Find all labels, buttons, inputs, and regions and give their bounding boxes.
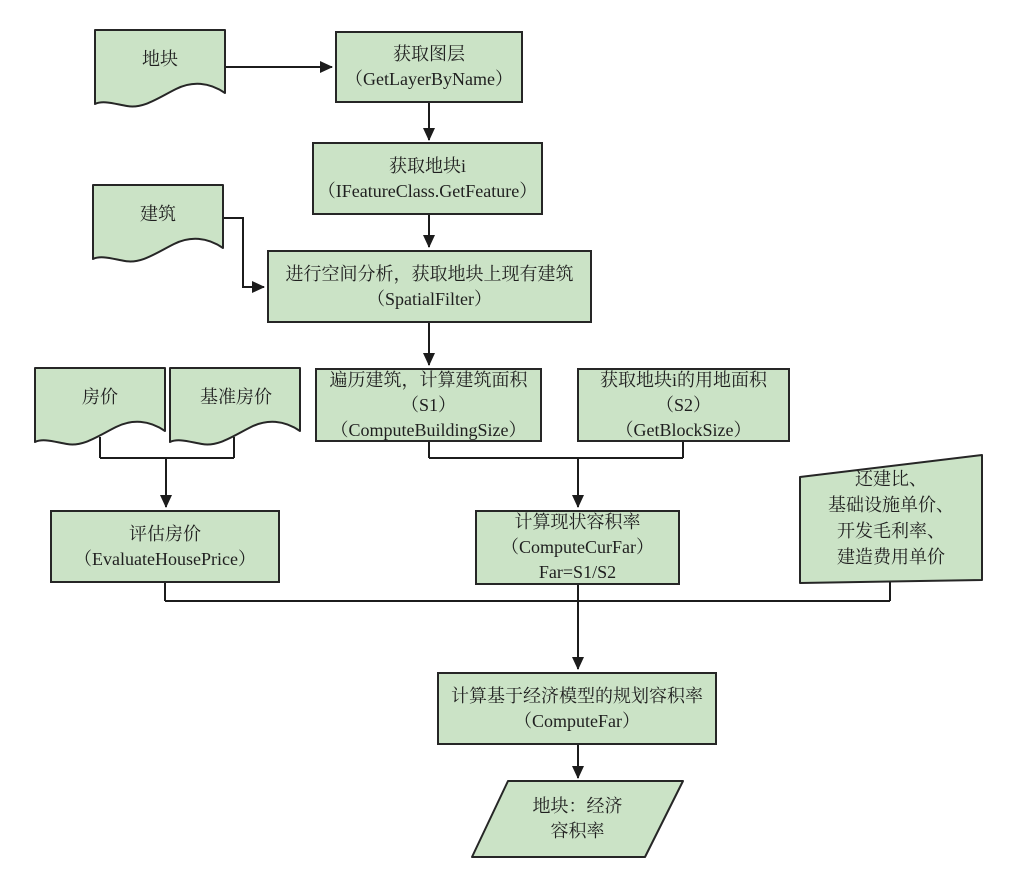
node-spatial-analysis bbox=[267, 250, 592, 323]
node-output-economic-far-line1: 地块：经济 bbox=[532, 796, 623, 816]
node-compute-far bbox=[437, 672, 717, 745]
node-compute-building-size-line3: （ComputeBuildingSize） bbox=[330, 419, 527, 440]
node-get-layer-line2: （GetLayerByName） bbox=[345, 69, 513, 89]
node-economic-params-line1: 还建比、 bbox=[855, 469, 927, 489]
node-get-block-size-line3: （GetBlockSize） bbox=[615, 419, 752, 440]
node-evaluate-house-price bbox=[50, 510, 280, 583]
node-get-block-size-line1: 获取地块i的用地面积 bbox=[599, 369, 767, 390]
node-get-layer bbox=[335, 31, 523, 103]
node-economic-params-line3: 开发毛利率、 bbox=[837, 521, 945, 541]
node-output-economic-far-line2: 容积率 bbox=[550, 821, 605, 841]
document-shape-fangjia bbox=[35, 368, 165, 445]
document-shape-jianzhu bbox=[93, 185, 223, 262]
node-spatial-analysis-line2: （SpatialFilter） bbox=[367, 288, 492, 309]
node-jianzhu-label: 建筑 bbox=[140, 203, 176, 224]
node-get-feature-line1: 获取地块i bbox=[388, 155, 466, 176]
node-compute-building-size-line1: 遍历建筑，计算建筑面积 bbox=[329, 369, 528, 390]
node-get-layer-line1: 获取图层 bbox=[393, 44, 465, 64]
node-compute-building-size-line2: （S1） bbox=[400, 394, 456, 415]
node-compute-far-line1: 计算基于经济模型的规划容积率 bbox=[451, 685, 703, 706]
node-dikuai-label: 地块 bbox=[142, 48, 178, 69]
node-economic-params-line2: 基础设施单价、 bbox=[828, 495, 954, 515]
node-economic-params-line4: 建造费用单价 bbox=[837, 547, 945, 567]
node-evaluate-house-price-line1: 评估房价 bbox=[129, 523, 201, 544]
node-fangjia-label: 房价 bbox=[82, 386, 118, 407]
connector-jianzhu-to-spatial bbox=[223, 218, 264, 287]
node-spatial-analysis-line1: 进行空间分析，获取地块上现有建筑 bbox=[285, 263, 574, 284]
node-jizhun-label: 基准房价 bbox=[200, 386, 272, 407]
parallelogram-shape-output bbox=[472, 781, 683, 857]
node-get-feature-line2: （IFeatureClass.GetFeature） bbox=[317, 180, 538, 201]
node-compute-cur-far bbox=[475, 510, 680, 585]
node-compute-cur-far-line2: （ComputeCurFar） bbox=[501, 537, 654, 557]
node-get-block-size bbox=[577, 368, 790, 442]
node-evaluate-house-price-line2: （EvaluateHousePrice） bbox=[74, 548, 256, 569]
document-shape-dikuai bbox=[95, 30, 225, 107]
node-get-block-size-line2: （S2） bbox=[655, 394, 711, 415]
node-compute-far-line2: （ComputeFar） bbox=[514, 710, 640, 731]
node-compute-cur-far-line1: 计算现状容积率 bbox=[514, 512, 641, 532]
node-get-feature bbox=[312, 142, 543, 215]
node-compute-building-size bbox=[315, 368, 542, 442]
node-compute-cur-far-line3: Far=S1/S2 bbox=[538, 562, 617, 582]
manual-input-shape-params bbox=[800, 455, 982, 583]
document-shape-jizhun bbox=[170, 368, 300, 445]
